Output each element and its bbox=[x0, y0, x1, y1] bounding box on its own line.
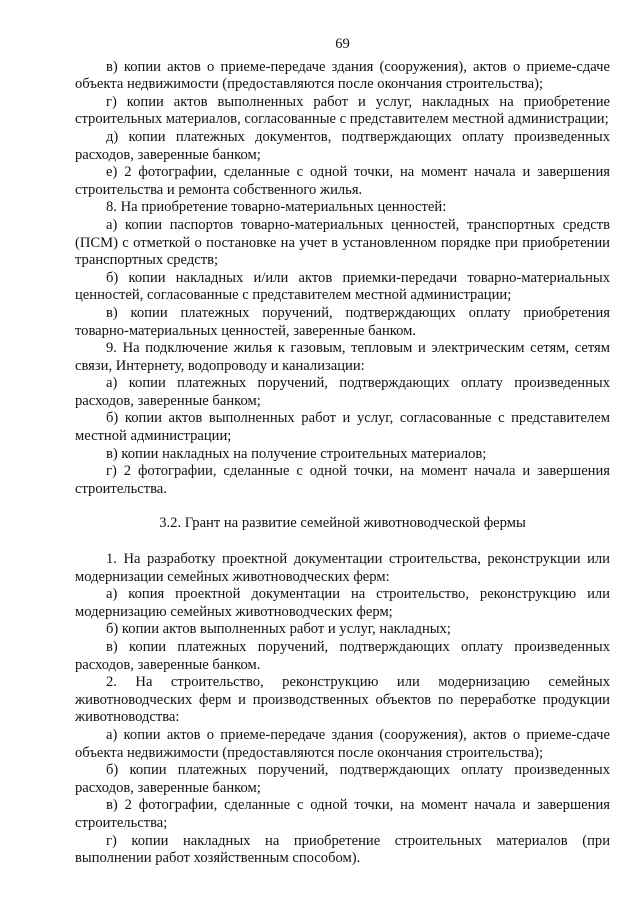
paragraph: г) 2 фотографии, сделанные с одной точки, на момент начала и завершения строительства. bbox=[75, 463, 610, 497]
paragraph: а) копии актов о приеме-передаче здания (сооружения), актов о приеме-сдаче объекта недвижимости (предоставляются после окончания строительства); bbox=[75, 726, 610, 761]
paragraph: б) копии актов выполненных работ и услуг, согласованные с представителем местной администрации; bbox=[75, 410, 610, 445]
paragraph: в) копии платежных поручений, подтверждающих оплату приобретения товарно-материальных ценностей, заверенные банком. bbox=[75, 304, 610, 339]
paragraph: 1. На разработку проектной документации строительства, реконструкции или модернизации семейных животноводческих ферм: bbox=[75, 551, 610, 585]
paragraph: г) копии накладных на приобретение строительных материалов (при выполнении работ хозяйственным способом). bbox=[75, 832, 610, 867]
paragraph: б) копии актов выполненных работ и услуг, накладных; bbox=[106, 621, 451, 638]
section-heading: 3.2. Грант на развитие семейной животноводческой фермы bbox=[159, 515, 526, 532]
paragraph: е) 2 фотографии, сделанные с одной точки, на момент начала и завершения строительства и ремонта собственного жилья. bbox=[75, 164, 610, 198]
page-number: 69 bbox=[335, 36, 350, 52]
paragraph: а) копия проектной документации на строительство, реконструкцию или модернизацию семейных животноводческих ферм; bbox=[75, 586, 610, 620]
paragraph: 9. На подключение жилья к газовым, тепловым и электрическим сетям, сетям связи, Интернету, водопроводу и канализации: bbox=[75, 340, 610, 374]
paragraph: б) копии платежных поручений, подтверждающих оплату произведенных расходов, заверенные банком; bbox=[75, 762, 610, 796]
paragraph: б) копии накладных и/или актов приемки-передачи товарно-материальных ценностей, согласованные с представителем местной администрации; bbox=[75, 269, 610, 304]
paragraph: д) копии платежных документов, подтверждающих оплату произведенных расходов, заверенные банком; bbox=[75, 128, 610, 163]
paragraph: а) копии паспортов товарно-материальных ценностей, транспортных средств (ПСМ) с отметкой о постановке на учет в установленном порядке при приобретении транспортных средств; bbox=[75, 216, 610, 269]
paragraph: в) копии накладных на получение строительных материалов; bbox=[106, 445, 487, 462]
paragraph: г) копии актов выполненных работ и услуг, накладных на приобретение строительных материалов, согласованные с представителем местной администрации; bbox=[75, 93, 610, 128]
document-page bbox=[75, 36, 610, 868]
paragraph: 2. На строительство, реконструкцию или модернизацию семейных животноводческих ферм и производственных объектов по переработке продукции животноводства: bbox=[75, 674, 610, 726]
paragraph: в) 2 фотографии, сделанные с одной точки, на момент начала и завершения строительства; bbox=[75, 797, 610, 831]
paragraph: в) копии платежных поручений, подтверждающих оплату произведенных расходов, заверенные банком. bbox=[75, 639, 610, 673]
paragraph: а) копии платежных поручений, подтверждающих оплату произведенных расходов, заверенные банком; bbox=[75, 375, 610, 409]
paragraph: 8. На приобретение товарно-материальных ценностей: bbox=[106, 199, 447, 216]
paragraph: в) копии актов о приеме-передаче здания (сооружения), актов о приеме-сдаче объекта недвижимости (предоставляются после окончания строительства); bbox=[75, 58, 610, 93]
